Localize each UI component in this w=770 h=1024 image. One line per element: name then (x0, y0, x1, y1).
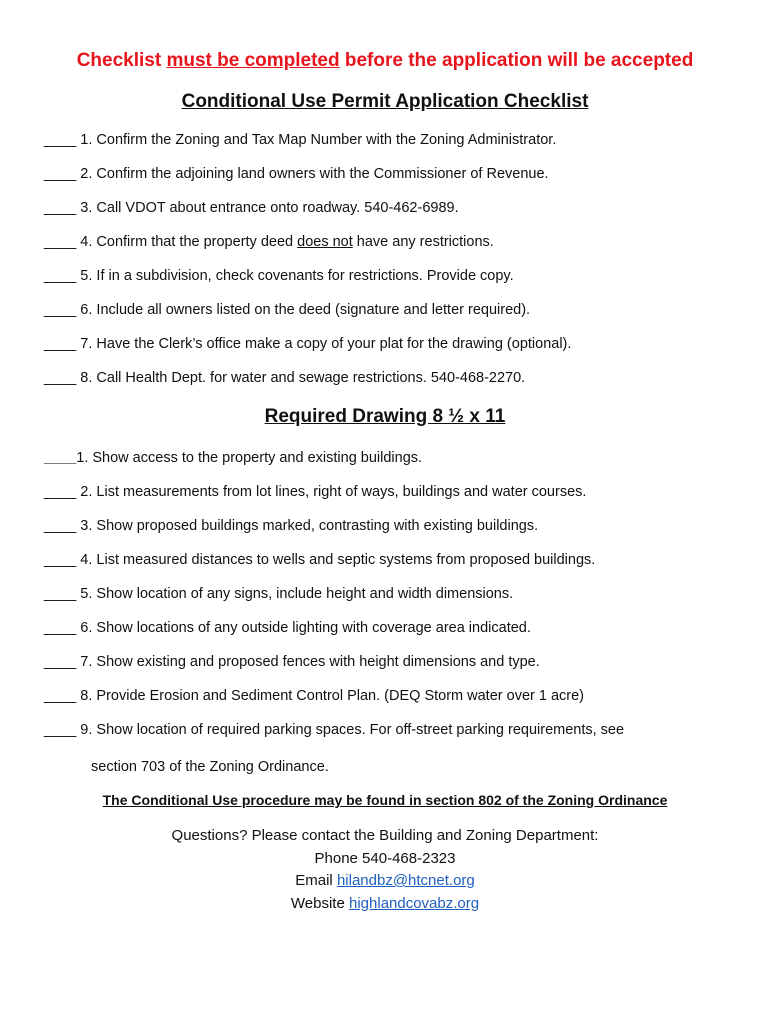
drawing-blank: ____ (44, 722, 77, 738)
contact-website-line (0, 893, 770, 916)
website-link[interactable]: highlandcovabz.org (349, 894, 480, 912)
drawing-item-text: 9. Show location of required parking spaces. For off-street parking requirements, see (80, 722, 625, 738)
drawing-checklist (44, 449, 624, 755)
checklist-blank: ____ (44, 336, 77, 352)
checklist-item (44, 233, 571, 267)
drawing-item (44, 585, 624, 619)
checklist-item-text: 7. Have the Clerk’s office make a copy of your plat for the drawing (optional). (80, 336, 572, 352)
checklist-blank: ____ (44, 166, 77, 182)
procedure-note: The Conditional Use procedure may be found in section 802 of the Zoning Ordinance (102, 792, 668, 808)
checklist-item (44, 369, 571, 403)
checklist-blank: ____ (44, 370, 77, 386)
drawing-item (44, 483, 624, 517)
checklist-blank: ____ (44, 234, 77, 250)
drawing-section-title: Required Drawing 8 ½ x 11 (264, 406, 506, 427)
application-checklist (44, 131, 571, 403)
drawing-item (44, 551, 624, 585)
drawing-item-text: 6. Show locations of any outside lighting with coverage area indicated. (80, 620, 531, 636)
drawing-blank: ____ (44, 450, 77, 466)
drawing-item (44, 517, 624, 551)
notice-part-3: before the application will be accepted (339, 50, 694, 71)
checklist-blank: ____ (44, 132, 77, 148)
completion-notice (0, 50, 770, 72)
checklist-item-underlined: does not (297, 234, 353, 250)
contact-email-line (0, 870, 770, 893)
drawing-item-text: 8. Provide Erosion and Sediment Control Plan. (DEQ Storm water over 1 acre) (80, 688, 584, 704)
drawing-item-text: 4. List measured distances to wells and septic systems from proposed buildings. (80, 552, 596, 568)
drawing-blank: ____ (44, 654, 77, 670)
drawing-blank: ____ (44, 552, 77, 568)
drawing-item-text: 7. Show existing and proposed fences with height dimensions and type. (80, 654, 540, 670)
drawing-blank: ____ (44, 484, 77, 500)
drawing-item-continuation: section 703 of the Zoning Ordinance. (91, 759, 329, 775)
checklist-item (44, 131, 571, 165)
checklist-item-text: 5. If in a subdivision, check covenants for restrictions. Provide copy. (80, 268, 514, 284)
notice-part-1: Checklist (76, 50, 167, 71)
drawing-blank: ____ (44, 688, 77, 704)
email-label: Email (295, 872, 337, 889)
contact-block (0, 825, 770, 915)
checklist-item-text: 1. Confirm the Zoning and Tax Map Number with the Zoning Administrator. (80, 132, 557, 148)
checklist-item-text: 2. Confirm the adjoining land owners with the Commissioner of Revenue. (80, 166, 549, 182)
checklist-blank: ____ (44, 302, 77, 318)
email-link[interactable]: hilandbz@htcnet.org (336, 872, 475, 889)
checklist-item-text-post: have any restrictions. (352, 234, 494, 250)
drawing-item-text: 2. List measurements from lot lines, right of ways, buildings and water courses. (80, 484, 587, 500)
page-title: Conditional Use Permit Application Checklist (181, 91, 589, 112)
checklist-item (44, 199, 571, 233)
drawing-item (44, 721, 624, 755)
checklist-item (44, 335, 571, 369)
checklist-item (44, 267, 571, 301)
notice-emphasis: must be completed (166, 50, 340, 71)
checklist-blank: ____ (44, 268, 77, 284)
drawing-item (44, 687, 624, 721)
checklist-blank: ____ (44, 200, 77, 216)
drawing-item-text: 5. Show location of any signs, include height and width dimensions. (80, 586, 514, 602)
drawing-blank: ____ (44, 620, 77, 636)
drawing-item-text: 3. Show proposed buildings marked, contrasting with existing buildings. (80, 518, 539, 534)
drawing-item (44, 619, 624, 653)
drawing-blank: ____ (44, 586, 77, 602)
checklist-item (44, 301, 571, 335)
checklist-item-text: 6. Include all owners listed on the deed (signature and letter required). (80, 302, 531, 318)
checklist-item-text: 8. Call Health Dept. for water and sewage restrictions. 540-468-2270. (80, 370, 526, 386)
checklist-item-text: 3. Call VDOT about entrance onto roadway. 540-462-6989. (80, 200, 459, 216)
drawing-item (44, 449, 624, 483)
drawing-blank: ____ (44, 518, 77, 534)
checklist-item-text-pre: 4. Confirm that the property deed (80, 234, 298, 250)
contact-intro: Questions? Please contact the Building and Zoning Department: (171, 827, 599, 844)
drawing-item (44, 653, 624, 687)
contact-phone: Phone 540-468-2323 (314, 849, 456, 867)
website-label: Website (290, 894, 349, 912)
checklist-item (44, 165, 571, 199)
drawing-item-text: 1. Show access to the property and existing buildings. (76, 450, 423, 466)
